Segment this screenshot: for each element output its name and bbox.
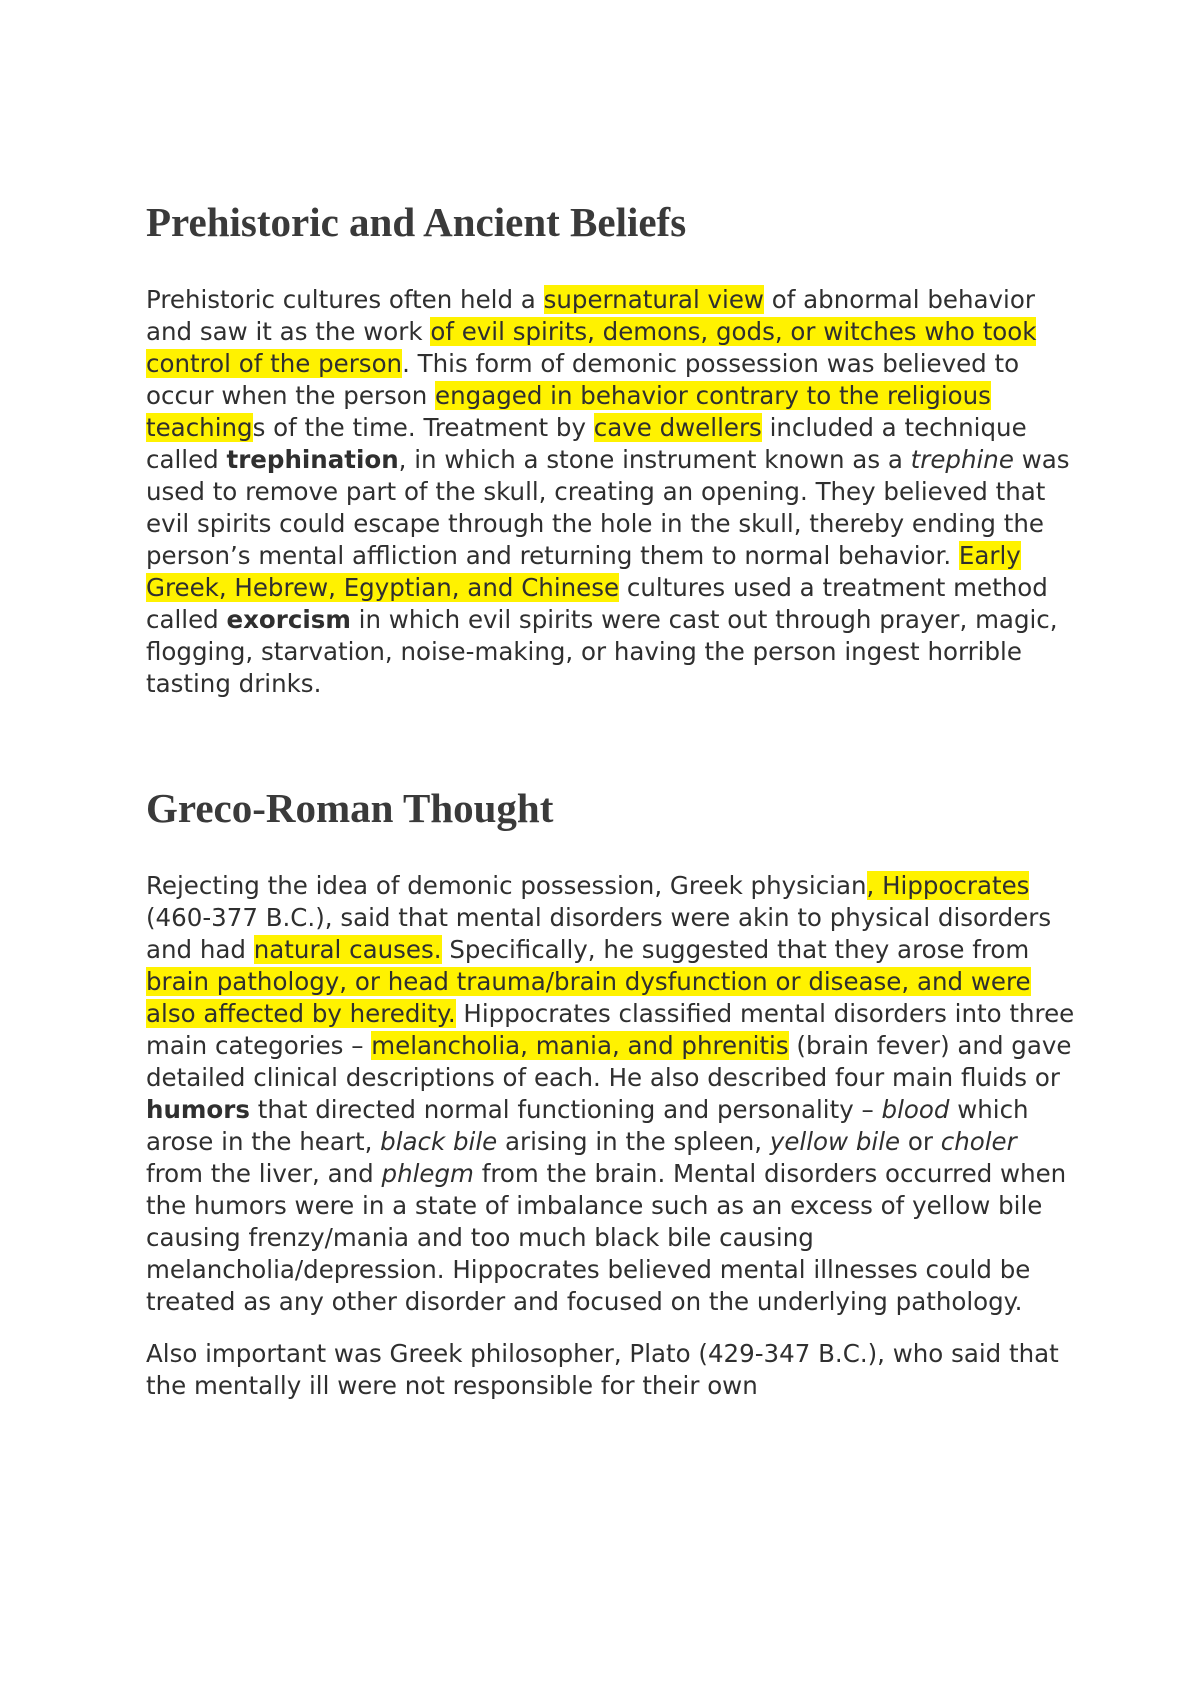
bold-term-trephination: trephination [226, 445, 399, 474]
text-run: (brain fever) and gave detailed clinical descriptions of each. He also described four main fluids or [146, 1031, 1072, 1092]
text-run: from the liver, and [146, 1159, 382, 1188]
highlight: cave dwellers [593, 413, 762, 442]
text-run: that directed normal functioning and personality – [249, 1095, 882, 1124]
paragraph-hippocrates [146, 870, 1076, 1318]
text-run: Specifically, he suggested that they arose from [441, 935, 1030, 964]
highlight: Early Greek, Hebrew, Egyptian, and Chinese [146, 541, 1021, 602]
text-run: was used to remove part of the skull, creating an opening. They believed that evil spirits could escape through the hole in the skull, thereby ending the person’s mental affliction and returning them to normal behavior. [146, 445, 1070, 570]
text-run: s of the time. Treatment by [252, 413, 594, 442]
section-heading-prehistoric: Prehistoric and Ancient Beliefs [146, 199, 687, 245]
italic-term-phlegm: phlegm [381, 1159, 474, 1188]
text-run: cultures used a treatment method called [146, 573, 1048, 634]
italic-term-black-bile: black bile [380, 1127, 498, 1156]
highlight: brain pathology, or head trauma/brain dysfunction or disease, and were also affected by heredity. [146, 967, 1031, 1028]
highlight: engaged in behavior contrary to the religious teaching [146, 381, 991, 442]
text-run: . This form of demonic possession was believed to occur when the person [146, 349, 1020, 410]
highlight: natural causes. [253, 935, 442, 964]
section-heading-greco-roman: Greco-Roman Thought [146, 785, 554, 831]
text-run: Hippocrates classified mental disorders into three main categories – [146, 999, 1075, 1060]
text-run: arising in the spleen, [497, 1127, 770, 1156]
highlight: supernatural view [543, 285, 764, 314]
text-run: Prehistoric cultures often held a [146, 285, 544, 314]
highlight: , Hippocrates [866, 871, 1030, 900]
italic-term-choler: choler [940, 1127, 1017, 1156]
text-run: which arose in the heart, [146, 1095, 1029, 1156]
bold-term-exorcism: exorcism [226, 605, 351, 634]
text-run: in which evil spirits were cast out through prayer, magic, flogging, starvation, noise-making, or having the person ingest horrible tasting drinks. [146, 605, 1058, 698]
text-run: (460-377 B.C.), said that mental disorders were akin to physical disorders and had [146, 903, 1052, 964]
italic-term-yellow-bile: yellow bile [769, 1127, 901, 1156]
text-run: of abnormal behavior and saw it as the work [146, 285, 1035, 346]
paragraph-plato: Also important was Greek philosopher, Plato (429-347 B.C.), who said that the mentally ill were not responsible for their own [146, 1339, 1059, 1400]
text-run: included a technique called [146, 413, 1027, 474]
text-run: from the brain. Mental disorders occurred when the humors were in a state of imbalance such as an excess of yellow bile causing frenzy/mania and too much black bile causing melancholia/depression. Hippocrates believed mental illnesses could be treated as any other disorder and focused on the underlying pathology. [146, 1159, 1067, 1316]
text-run: or [900, 1127, 941, 1156]
italic-term-blood: blood [881, 1095, 950, 1124]
italic-term-trephine: trephine [910, 445, 1014, 474]
document-body [146, 196, 1076, 1402]
highlight: melancholia, mania, and phrenitis [371, 1031, 789, 1060]
highlight: of evil spirits, demons, gods, or witches who took control of the person [146, 317, 1037, 378]
paragraph-prehistoric-beliefs [146, 284, 1076, 700]
text-run: , in which a stone instrument known as a [398, 445, 911, 474]
text-run: Rejecting the idea of demonic possession, Greek physician [146, 871, 867, 900]
bold-term-humors: humors [146, 1095, 250, 1124]
